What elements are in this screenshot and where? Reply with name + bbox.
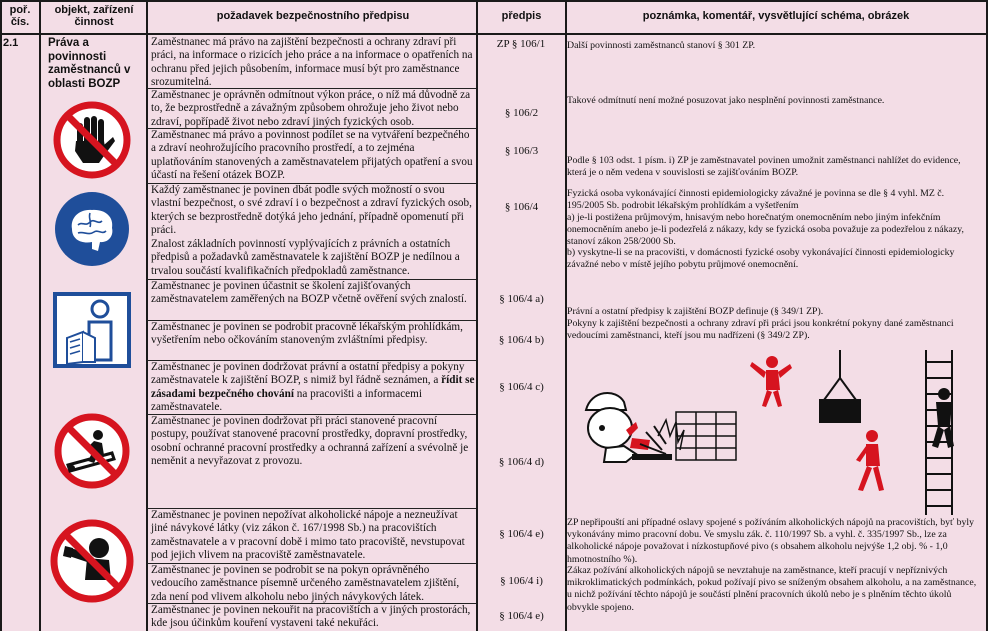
regulation-ref: ZP § 106/1 — [496, 38, 546, 50]
col-border — [0, 0, 2, 631]
requirement-text: Zaměstnanec je oprávněn odmítnout výkon práce, o níž má důvodně za to, že bezprostředně a závažným způsobem ohrožuje jeho život nebo zdraví, popřípadě život nebo zdraví jiných fyzických osob. — [151, 89, 471, 128]
regulation-ref: § 106/4 e) — [499, 610, 544, 622]
regulation-ref: § 106/4 e) — [499, 528, 544, 540]
requirement-text: Zaměstnanec je povinen dodržovat při práci stanovené pracovní postupy, používat stanovené pracovní prostředky, dopravní prostředky, osobní ochranné pracovní prostředky a ochranná zařízení a svévolně je neměnit a nevyřazovat z provozu. — [151, 415, 469, 468]
safety-illustration — [566, 350, 986, 515]
no-alcohol-sign-icon — [49, 518, 135, 604]
col-border — [39, 0, 41, 631]
requirement-text: Zaměstnanec má právo a povinnost podílet se na vytváření bezpečného a zdraví neohrožujícího pracovního prostředí, a to zejména uplatňováním stanovených a zaměstnavatelem přijatých opatření a svou účastí na řešení otázek BOZP. — [151, 129, 473, 182]
note-text: Podle § 103 odst. 1 písm. i) ZP je zaměstnavatel povinen umožnit zaměstnanci nahlížet do evidence, která je o něm vedena v souvislosti se zajišťováním BOZP. — [567, 155, 961, 179]
injured-worker-figure — [586, 393, 684, 462]
col-border — [146, 0, 148, 631]
note-text: Právní a ostatní předpisy k zajištění BOZP definuje (§ 349/1 ZP). — [567, 306, 824, 317]
regulation-ref: § 106/2 — [504, 107, 539, 119]
regulation-ref: § 106/4 — [504, 201, 539, 213]
requirement-text: Každý zaměstnanec je povinen dbát podle svých možností o svou vlastní bezpečnost, o své zdraví i o bezpečnost a zdraví fyzických osob, kterých se bezprostředně dotýká jeho jednání, případně opomenutí při práci. — [151, 184, 472, 237]
note-text: a) je-li postižena průjmovým, hnisavým nebo horečnatým onemocněním nebo jiným infekčním onemocněním anebo je-li podezřelá z nákazy, kdy se fyzická osoba považuje za podezřelou z nákazy, stanoví zákon 258/2000 Sb. — [567, 212, 964, 248]
header-col-requirement: požadavek bezpečnostního předpisu — [216, 10, 410, 22]
regulation-ref: § 106/3 — [504, 145, 539, 157]
scaffold-structure — [676, 412, 736, 460]
walking-worker-figure — [856, 430, 884, 491]
requirement-emphasis: řídit se zásadami bezpečného chování — [151, 374, 475, 400]
climbing-worker-figure — [932, 388, 954, 448]
note-text: Fyzická osoba vykonávající činnosti epidemiologicky závažné je povinna se dle § 4 vyhl. MZ č. 195/2005 Sb. podrobit lékařským prohlídkám a vyšetřením — [567, 188, 945, 212]
note-text: Pokyny k zajištění bezpečnosti a ochrany zdraví při práci jsou konkrétní pokyny dané zaměstnanci vedoucími zaměstnanci, kteří jsou mu nadřízeni (§ 349/2 ZP). — [567, 318, 954, 342]
requirement-text: Zaměstnanec má právo na zajištění bezpečnosti a ochrany zdraví při práci, na informace o rizicích jeho práce a na informace o opatřeních na ochranu před jejich působením, informace musí být pro zaměstnance srozumitelná. — [151, 36, 473, 89]
requirement-text: Znalost základních povinností vyplývajících z právních a ostatních předpisů a požadavků zaměstnavatele k zajištění BOZP je nedílnou a trvalou součástí kvalifikačních předpokladů zaměstnance. — [151, 238, 460, 277]
section-number: 2.1 — [3, 37, 19, 49]
requirement-text: Zaměstnanec je povinen nekouřit na pracovištích a v jiných prostorách, kde jsou účinkům kouření vystaveni také nekuřáci. — [151, 604, 471, 630]
suspended-load-figure — [820, 350, 860, 422]
requirement-text-part: na pracovišti a informacemi zaměstnavatele. — [151, 387, 422, 414]
falling-worker-figure — [750, 356, 792, 407]
note-text: Zákaz požívání alkoholických nápojů se nevztahuje na zaměstnance, kteří pracují v nepříznivých mikroklimatických podmínkách, pokud požívají pivo se sníženým obsahem alkoholu, a na zaměstnance, u nichž požívání těchto nápojů je součástí plnění pracovních úkolů nebo je s plněním těchto úkolů obvykle spojeno. — [567, 565, 977, 613]
header-col-no: poř. čís. — [9, 4, 31, 28]
requirement-text: Zaměstnanec je povinen se podrobit se na pokyn oprávněného vedoucího zaměstnance písemně určeného zaměstnavatelem zjištění, zda není pod vlivem alkoholu nebo jiných návykových látek. — [151, 564, 460, 603]
requirement-text — [149, 361, 475, 415]
regulation-ref: § 106/4 c) — [499, 381, 544, 393]
regulation-ref: § 106/4 b) — [498, 334, 545, 346]
note-text: b) vyskytne-li se na pracovišti, v domácnosti fyzické osoby vykonávající činnosti epidemiologicky závažné nebo v místě jejího pobytu průjmové onemocnění. — [567, 247, 955, 271]
requirement-text: Zaměstnanec je povinen účastnit se školení zajišťovaných zaměstnavatelem zaměřených na BOZP včetně ověření svých znalostí. — [151, 280, 467, 306]
requirement-text: Zaměstnanec je povinen nepožívat alkoholické nápoje a nezneužívat jiné návykové látky (viz zákon č. 167/1998 Sb.) na pracovištích zaměstnavatele a v pracovní době i mimo tato pracoviště, nevstupovat pod jejich vlivem na pracoviště zaměstnavatele. — [151, 509, 465, 562]
regulation-ref: § 106/4 a) — [499, 293, 544, 305]
requirement-text-part: Zaměstnanec je povinen dodržovat právní a ostatní předpisy a pokyny zaměstnavatele k zajištění BOZP, s nimiž byl řádně seznámen, a — [151, 361, 465, 387]
header-col-object: objekt, zařízení činnost — [54, 4, 134, 28]
brain-mandatory-sign-icon — [54, 191, 130, 267]
header-col-regulation: předpis — [501, 10, 542, 22]
header-col-note: poznámka, komentář, vysvětlující schéma, obrázek — [642, 10, 910, 22]
regulation-ref: § 106/4 i) — [500, 575, 543, 587]
no-riding-conveyor-sign-icon — [54, 413, 130, 489]
read-instructions-sign-icon — [53, 292, 131, 368]
requirement-text: Zaměstnanec je povinen se podrobit pracovně lékařským prohlídkám, vyšetřením nebo očkováním stanoveným zvláštními předpisy. — [151, 321, 463, 347]
note-text: Takové odmítnutí není možné posuzovat jako nesplnění povinnosti zaměstnance. — [567, 95, 885, 106]
note-text: ZP nepřipouští ani případné oslavy spojené s požíváním alkoholických nápojů na pracovištích, byť byly vykonávány mimo pracovní dobu. Ve smyslu zák. č. 110/1997 Sb. a vyhl. č. 335/1997 Sb., lze za alkoholické nápoje považovat i nízkostupňové pivo (s obsahem alkoholu nejvýše 1,2 obj. % - 1,0 hmotnostního %). — [567, 517, 975, 565]
table-border-top — [0, 0, 988, 2]
header-separator — [0, 33, 988, 35]
section-title: Práva a povinnosti zaměstnanců v oblasti BOZP — [48, 37, 131, 90]
regulation-ref: § 106/4 d) — [498, 456, 545, 468]
no-touching-sign-icon — [53, 101, 131, 179]
note-text: Další povinnosti zaměstnanců stanoví § 301 ZP. — [567, 40, 756, 51]
